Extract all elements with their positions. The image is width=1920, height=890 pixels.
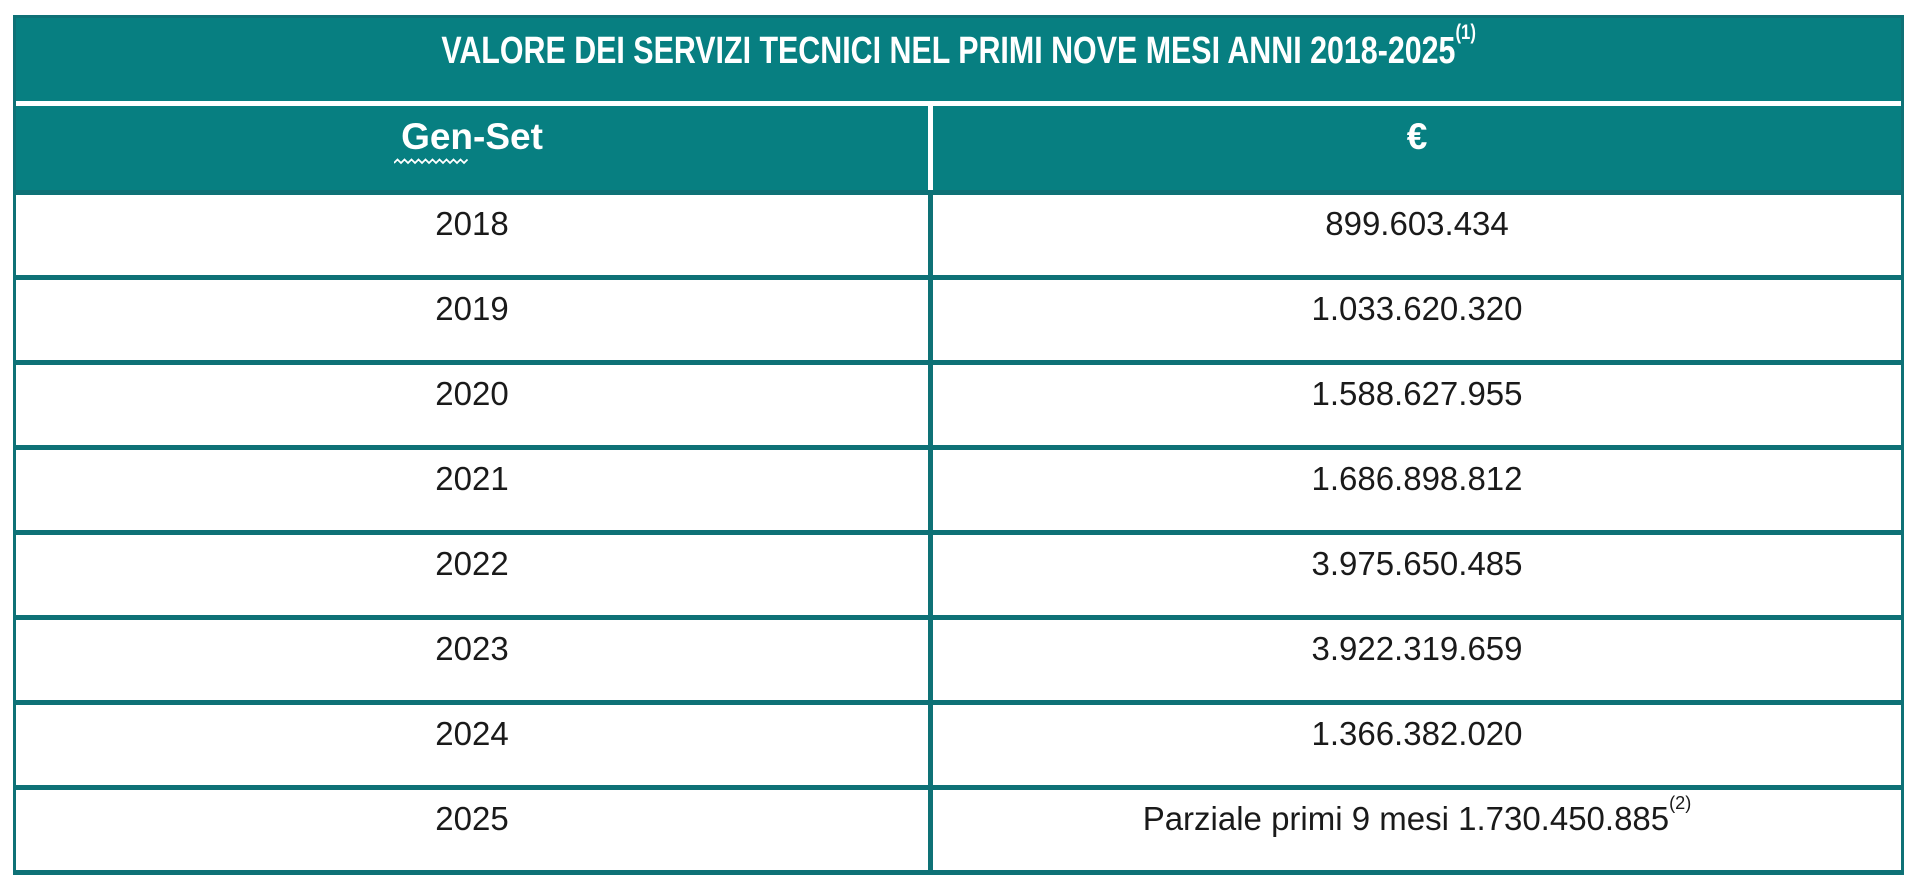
title-footnote-marker: (1) — [1455, 20, 1476, 44]
year-cell: 2018 — [435, 205, 509, 242]
table-header-row — [16, 106, 1901, 190]
value-cell: 3.975.650.485 — [1311, 545, 1523, 582]
table-row-2020 — [16, 365, 1901, 445]
column-header-period-label: Gen-Set — [401, 116, 543, 157]
year-cell: 2024 — [435, 715, 509, 752]
value-cell: 1.033.620.320 — [1311, 290, 1523, 327]
value-footnote-marker: (2) — [1669, 792, 1692, 813]
table-row-2022 — [16, 535, 1901, 615]
year-cell: 2020 — [435, 375, 509, 412]
table-title-row — [16, 18, 1901, 101]
table-row-2023 — [16, 620, 1901, 700]
table-row-2025 — [16, 790, 1901, 870]
table-row-2021 — [16, 450, 1901, 530]
table-row-2024 — [16, 705, 1901, 785]
year-cell: 2022 — [435, 545, 509, 582]
value-cell — [933, 790, 1901, 870]
year-cell: 2019 — [435, 290, 509, 327]
value-text: Parziale primi 9 mesi 1.730.450.885 — [1142, 800, 1670, 837]
value-cell: 1.588.627.955 — [1311, 375, 1523, 412]
table-title — [441, 20, 1476, 73]
spellcheck-squiggle-icon — [394, 158, 468, 165]
services-value-table — [13, 15, 1904, 875]
column-header-currency — [933, 106, 1901, 190]
value-cell: 1.686.898.812 — [1311, 460, 1523, 497]
table-title-text: VALORE DEI SERVIZI TECNICI NEL PRIMI NOVE MESI ANNI 2018-2025 — [441, 30, 1456, 72]
column-header-period — [16, 106, 928, 190]
column-header-currency-label: € — [1406, 116, 1428, 157]
year-cell: 2023 — [435, 630, 509, 667]
year-cell: 2021 — [435, 460, 509, 497]
value-cell: 1.366.382.020 — [1311, 715, 1523, 752]
table-row-2018 — [16, 195, 1901, 275]
value-cell: 3.922.319.659 — [1311, 630, 1523, 667]
year-cell: 2025 — [435, 800, 509, 837]
value-cell: 899.603.434 — [1325, 205, 1509, 242]
table-row-2019 — [16, 280, 1901, 360]
